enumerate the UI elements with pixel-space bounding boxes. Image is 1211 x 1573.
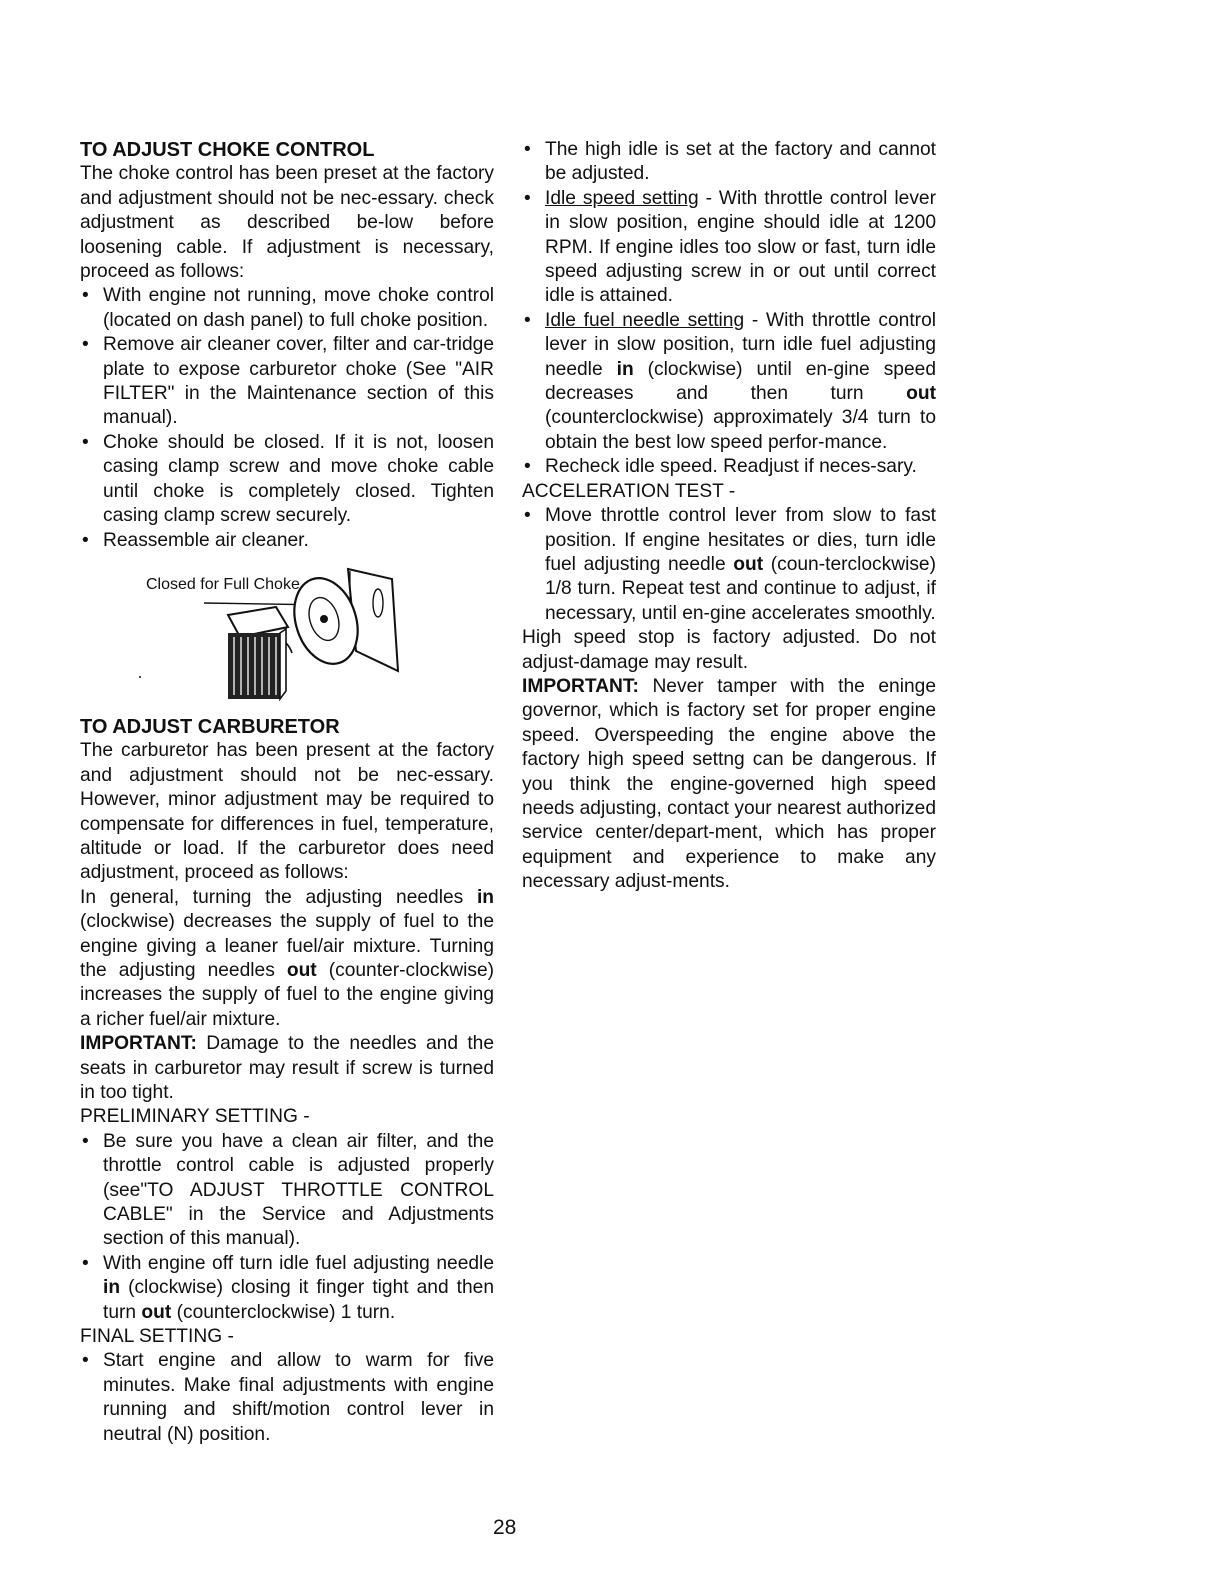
figure-label: Closed for Full Choke [146, 575, 300, 593]
preliminary-setting-heading: PRELIMINARY SETTING - [80, 1106, 310, 1128]
final-step: • Start engine and allow to warm for five minutes. Make final adjustments with engine running and shift/motion control lever in neutral (N) position. [80, 1349, 494, 1447]
choke-step: • Choke should be closed. If it is not, loosen casing clamp screw and move choke cable until choke is completely closed. Tighten casing clamp screw securely. [80, 431, 494, 529]
carburetor-important-note: IMPORTANT: Damage to the needles and the seats in carburetor may result if screw is turned in too tight. [80, 1033, 494, 1103]
choke-step: • With engine not running, move choke control (located on dash panel) to full choke position. [80, 284, 494, 333]
choke-figure [80, 559, 494, 707]
final-steps [80, 1349, 494, 1447]
right-column [522, 138, 936, 895]
choke-steps [80, 284, 494, 552]
acceleration-step: • Move throttle control lever from slow to fast position. If engine hesitates or dies, turn idle fuel adjusting needle out (coun-terclockwise) 1/8 turn. Repeat test and continue to adjust, if necessary, until en-gine accelerates smoothly. [522, 504, 936, 626]
carburetor-heading: TO ADJUST CARBURETOR [80, 715, 340, 738]
page-number: 28 [493, 1516, 517, 1539]
left-column [80, 138, 494, 1447]
high-idle-step: • The high idle is set at the factory and cannot be adjusted. [522, 138, 936, 187]
final-setting-heading: FINAL SETTING - [80, 1326, 234, 1348]
preliminary-steps [80, 1130, 494, 1325]
idle-steps [522, 138, 936, 480]
idle-fuel-needle-step: • Idle fuel needle setting - With throttle control lever in slow position, turn idle fuel adjusting needle in (clockwise) until en-gine speed decreases and then turn out (counterclockwise) approximately 3/4 turn to obtain the best low speed perfor-mance. [522, 309, 936, 455]
acceleration-steps [522, 504, 936, 626]
choke-heading: TO ADJUST CHOKE CONTROL [80, 139, 375, 161]
choke-step: • Remove air cleaner cover, filter and car-tridge plate to expose carburetor choke (See "AIR FILTER" in the Maintenance section of this manual). [80, 333, 494, 431]
preliminary-step: • Be sure you have a clean air filter, and the throttle control cable is adjusted properly (see"TO ADJUST THROTTLE CONTROL CABLE" in the Service and Adjustments section of this manual). [80, 1130, 494, 1252]
idle-speed-step: • Idle speed setting - With throttle control lever in slow position, engine should idle at 1200 RPM. If engine idles too slow or fast, turn idle speed adjusting screw in or out until correct idle is attained. [522, 187, 936, 309]
choke-step: • Reassemble air cleaner. [80, 529, 494, 553]
carburetor-intro: The carburetor has been present at the factory and adjustment should not be nec-essary. However, minor adjustment may be required to compensate for differences in fuel, temperature, altitude or load. If the carburetor does need adjustment, proceed as follows: [80, 740, 494, 884]
recheck-step: • Recheck idle speed. Readjust if neces-sary. [522, 455, 936, 479]
governor-important-note: IMPORTANT: Never tamper with the eninge governor, which is factory set for proper engine speed. Overspeeding the engine above the factory high speed settng can be dangerous. If you think the engine-governed high speed needs adjusting, contact your nearest authorized service center/depart-ment, which has proper equipment and experience to make any necessary adjust-ments. [522, 675, 936, 893]
acceleration-test-heading: ACCELERATION TEST - [522, 480, 736, 502]
choke-intro: The choke control has been preset at the factory and adjustment should not be nec-essary. check adjustment as described be-low before loosening cable. If adjustment is necessary, proceed as follows: [80, 163, 494, 283]
needle-direction-text: In general, turning the adjusting needles in (clockwise) decreases the supply of fuel to the engine giving a leaner fuel/air mixture. Turning the adjusting needles out (counter-clockwise) increases the supply of fuel to the engine giving a richer fuel/air mixture. [80, 886, 495, 1030]
preliminary-step: • With engine off turn idle fuel adjusting needle in (clockwise) closing it finger tight and then turn out (counterclockwise) 1 turn. [80, 1252, 494, 1325]
high-speed-note: High speed stop is factory adjusted. Do not adjust-damage may result. [522, 627, 936, 673]
